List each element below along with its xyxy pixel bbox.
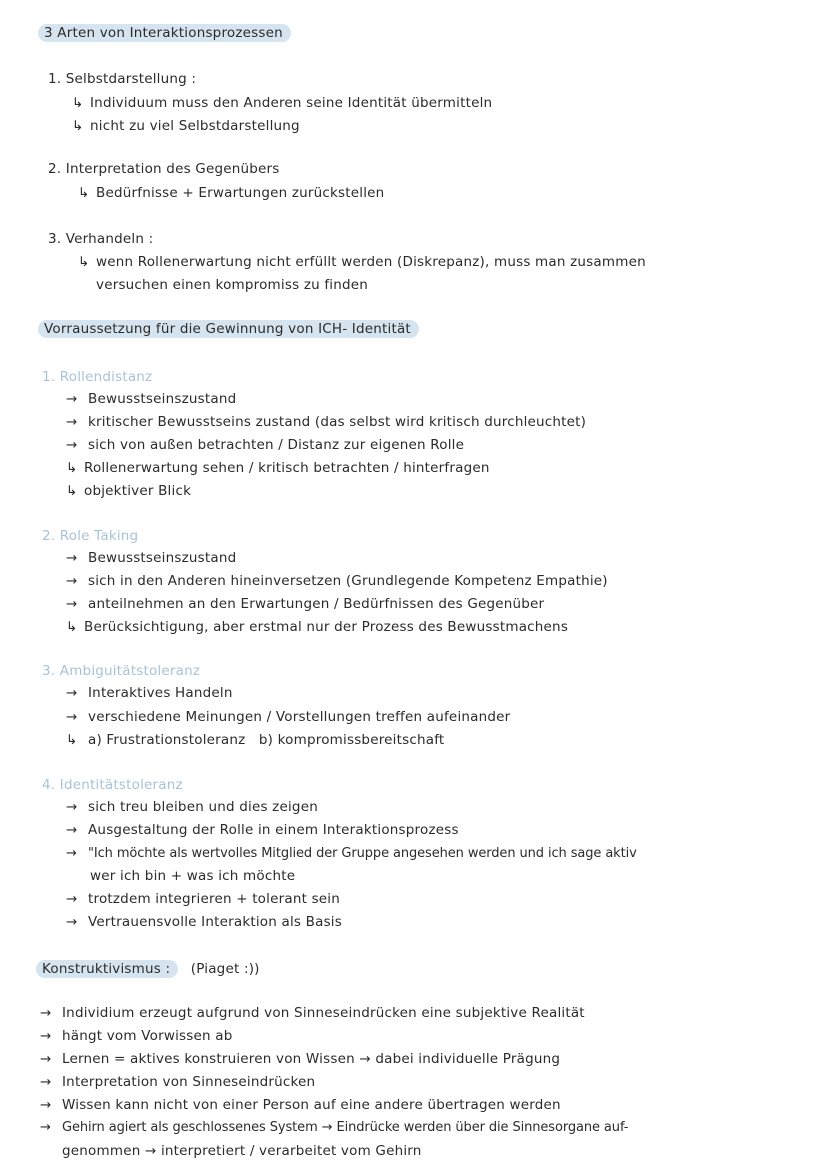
arrow-icon: →: [40, 1097, 52, 1113]
rollendistanz-line-2: → kritischer Bewusstseins zustand (das selbst wird kritisch durchleuchtet): [66, 414, 587, 430]
arrow-icon: →: [66, 685, 78, 701]
subheading-rollendistanz: 1. Rollendistanz: [42, 369, 153, 385]
arrow-icon: →: [66, 709, 78, 725]
arrow-icon: →: [40, 1074, 52, 1090]
arrow-icon: →: [66, 550, 78, 566]
konstruktivismus-line-7: genommen → interpretiert / verarbeitet vom Gehirn: [62, 1143, 422, 1159]
konstruktivismus-line-4: → Interpretation von Sinneseindrücken: [40, 1074, 316, 1090]
arrow-icon: →: [66, 391, 78, 407]
rollendistanz-line-5: ↳ objektiver Blick: [66, 483, 192, 499]
role-taking-line-3: → anteilnehmen an den Erwartungen / Bedürfnissen des Gegenüber: [66, 596, 545, 612]
role-taking-line-2: → sich in den Anderen hineinversetzen (Grundlegende Kompetenz Empathie): [66, 573, 608, 589]
arrow-icon: →: [66, 822, 78, 838]
identitaet-line-5: → trotzdem integrieren + tolerant sein: [66, 891, 341, 907]
konstruktivismus-line-6: → Gehirn agiert als geschlossenes System → Eindrücke werden über die Sinnesorgane auf-: [40, 1120, 629, 1135]
konstruktivismus-line-2: → hängt vom Vorwissen ab: [40, 1028, 233, 1044]
hook-arrow-icon: ↳: [78, 254, 90, 270]
subheading-role-taking: 2. Role Taking: [42, 528, 139, 544]
section-heading-voraussetzung: Vorraussetzung für die Gewinnung von ICH- Identität: [38, 320, 419, 338]
arrow-icon: →: [66, 891, 78, 907]
item-interpretation-title: 2. Interpretation des Gegenübers: [48, 161, 280, 177]
konstruktivismus-line-1: → Individium erzeugt aufgrund von Sinneseindrücken eine subjektive Realität: [40, 1005, 585, 1021]
konstruktivismus-line-5: → Wissen kann nicht von einer Person auf eine andere übertragen werden: [40, 1097, 561, 1113]
item-verhandeln-line-2: versuchen einen kompromiss zu finden: [96, 277, 369, 293]
arrow-icon: →: [66, 414, 78, 430]
hook-arrow-icon: ↳: [66, 460, 78, 476]
identitaet-line-6: → Vertrauensvolle Interaktion als Basis: [66, 914, 342, 930]
arrow-icon: →: [66, 799, 78, 815]
arrow-icon: →: [40, 1051, 52, 1067]
role-taking-line-1: → Bewusstseinszustand: [66, 550, 237, 566]
ambiguitaet-line-2: → verschiedene Meinungen / Vorstellungen treffen aufeinander: [66, 709, 511, 725]
ambiguitaet-line-1: → Interaktives Handeln: [66, 685, 233, 701]
hook-arrow-icon: ↳: [72, 118, 84, 134]
rollendistanz-line-4: ↳ Rollenerwartung sehen / kritisch betrachten / hinterfragen: [66, 460, 490, 476]
hook-arrow-icon: ↳: [66, 619, 78, 635]
rollendistanz-line-3: → sich von außen betrachten / Distanz zur eigenen Rolle: [66, 437, 465, 453]
hook-arrow-icon: ↳: [72, 95, 84, 111]
item-verhandeln-title: 3. Verhandeln :: [48, 231, 154, 247]
hook-arrow-icon: ↳: [66, 732, 78, 748]
arrow-icon: →: [66, 596, 78, 612]
ambiguitaet-line-3: ↳ a) Frustrationstoleranz b) kompromissbereitschaft: [66, 732, 445, 748]
hook-arrow-icon: ↳: [78, 185, 90, 201]
item-verhandeln-line-1: ↳ wenn Rollenerwartung nicht erfüllt werden (Diskrepanz), muss man zusammen: [78, 254, 646, 270]
arrow-icon: →: [66, 437, 78, 453]
konstruktivismus-note: (Piaget :)): [190, 961, 260, 977]
section-heading-interaction: 3 Arten von Interaktionsprozessen: [38, 24, 291, 42]
arrow-icon: →: [40, 1028, 52, 1044]
arrow-icon: →: [40, 1120, 51, 1135]
item-selbstdarstellung-line-1: ↳ Individuum muss den Anderen seine Identität übermitteln: [72, 95, 493, 111]
hook-arrow-icon: ↳: [66, 483, 78, 499]
item-selbstdarstellung-line-2: ↳ nicht zu viel Selbstdarstellung: [72, 118, 300, 134]
identitaet-line-1: → sich treu bleiben und dies zeigen: [66, 799, 318, 815]
identitaet-line-2: → Ausgestaltung der Rolle in einem Interaktionsprozess: [66, 822, 459, 838]
item-selbstdarstellung-title: 1. Selbstdarstellung :: [48, 71, 197, 87]
rollendistanz-line-1: → Bewusstseinszustand: [66, 391, 237, 407]
subheading-identitaetstoleranz: 4. Identitätstoleranz: [42, 777, 183, 793]
subheading-ambiguitaetstoleranz: 3. Ambiguitätstoleranz: [42, 663, 201, 679]
arrow-icon: →: [66, 914, 78, 930]
section-heading-konstruktivismus: Konstruktivismus : (Piaget :)): [36, 960, 260, 978]
arrow-icon: →: [66, 573, 78, 589]
arrow-icon: →: [40, 1005, 52, 1021]
identitaet-line-3: → "Ich möchte als wertvolles Mitglied der Gruppe angesehen werden und ich sage aktiv: [66, 846, 637, 861]
role-taking-line-4: ↳ Berücksichtigung, aber erstmal nur der Prozess des Bewusstmachens: [66, 619, 569, 635]
identitaet-line-4: wer ich bin + was ich möchte: [90, 868, 296, 884]
konstruktivismus-line-3: → Lernen = aktives konstruieren von Wissen → dabei individuelle Prägung: [40, 1051, 561, 1067]
item-interpretation-line-1: ↳ Bedürfnisse + Erwartungen zurückstellen: [78, 185, 385, 201]
arrow-icon: →: [66, 846, 77, 861]
